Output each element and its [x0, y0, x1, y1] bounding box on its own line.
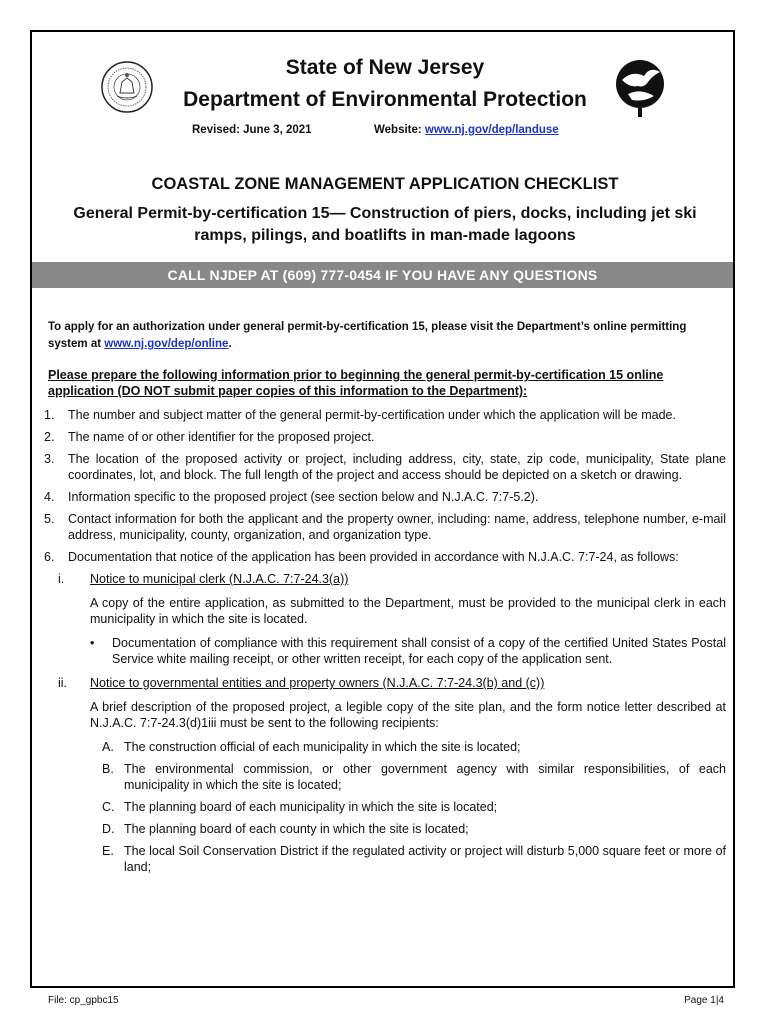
subsection-title: Notice to municipal clerk (N.J.A.C. 7:7-24.3(a))	[90, 572, 349, 586]
item-number: 4.	[44, 490, 55, 504]
list-item	[44, 549, 726, 565]
recipient-item	[44, 761, 726, 793]
subsection-title: Notice to governmental entities and property owners (N.J.A.C. 7:7-24.3(b) and (c))	[90, 676, 545, 690]
list-item	[44, 407, 726, 423]
subsection-paragraph: A copy of the entire application, as submitted to the Department, must be provided to the municipal clerk in each municipality in which the site is located.	[90, 596, 726, 626]
footer-file: File: cp_gpbc15	[48, 995, 119, 1006]
item-text: The name of or other identifier for the proposed project.	[68, 430, 375, 444]
footer-page: Page 1|4	[684, 995, 724, 1006]
item-text: Information specific to the proposed project (see section below and N.J.A.C. 7:7-5.2).	[68, 490, 539, 504]
revised-date: Revised: June 3, 2021	[192, 124, 312, 136]
item-text: Documentation that notice of the application has been provided in accordance with N.J.A.C. 7:7-24, as follows:	[68, 550, 679, 564]
item-number: 5.	[44, 512, 55, 526]
state-title: State of New Jersey	[285, 56, 485, 79]
recipient-text: The environmental commission, or other government agency with similar responsibilities, of each municipality in which the site is located;	[124, 762, 726, 792]
intro-text: To apply for an authorization under general permit-by-certification 15, please visit the Department’s online permitting system at	[48, 321, 687, 350]
subsection-heading	[44, 675, 726, 691]
recipient-text: The planning board of each municipality in which the site is located;	[124, 800, 498, 814]
website-link[interactable]: www.nj.gov/dep/landuse	[424, 124, 559, 136]
website-label: Website:	[374, 124, 425, 136]
list-item	[44, 511, 726, 543]
online-permitting-link[interactable]: www.nj.gov/dep/online	[104, 338, 229, 350]
list-item	[44, 429, 726, 445]
recipient-text: The construction official of each municipality in which the site is located;	[124, 740, 521, 754]
intro-end: .	[228, 338, 232, 350]
list-item	[44, 489, 726, 505]
prep-heading: Please prepare the following information prior to beginning the general permit-by-certification 15 online application (DO NOT submit paper copies of this information to the Department):	[48, 368, 664, 398]
bullet-icon: •	[90, 636, 95, 650]
item-number: 3.	[44, 452, 55, 466]
department-title: Department of Environmental Protection	[183, 88, 587, 111]
recipient-letter: D.	[102, 822, 115, 836]
recipient-item	[44, 843, 726, 875]
website-line	[374, 124, 559, 136]
bullet-item	[44, 635, 726, 667]
item-number: 6.	[44, 550, 55, 564]
recipient-letter: B.	[102, 762, 114, 776]
checklist-title: COASTAL ZONE MANAGEMENT APPLICATION CHECKLIST	[151, 175, 619, 193]
checklist-items	[44, 407, 726, 881]
recipient-text: The planning board of each county in which the site is located;	[124, 822, 469, 836]
subsection-paragraph: A brief description of the proposed project, a legible copy of the site plan, and the form notice letter described at N.J.A.C. 7:7-24.3(d)1iii must be sent to the following recipients:	[90, 700, 726, 730]
recipient-item	[44, 739, 726, 755]
item-text: The location of the proposed activity or project, including address, city, state, zip code, municipality, State plane coordinates, lot, and block. The full length of the project and access should be depicted on a sketch or drawing.	[68, 452, 726, 482]
subsection-heading	[44, 571, 726, 587]
item-number: 2.	[44, 430, 55, 444]
intro-paragraph	[48, 319, 728, 353]
subsection-number: ii.	[58, 676, 68, 690]
item-number: 1.	[44, 408, 55, 422]
item-text: Contact information for both the applicant and the property owner, including: name, address, telephone number, e-mail address, municipality, county, organization, and organization type.	[68, 512, 726, 542]
recipient-letter: A.	[102, 740, 114, 754]
item-text: The number and subject matter of the general permit-by-certification under which the application will be made.	[68, 408, 676, 422]
recipient-item	[44, 821, 726, 837]
checklist-subtitle: General Permit-by-certification 15— Construction of piers, docks, including jet ski ramps, pilings, and boatlifts in man-made lagoons	[73, 205, 697, 244]
recipient-letter: C.	[102, 800, 115, 814]
recipient-letter: E.	[102, 844, 114, 858]
recipient-item	[44, 799, 726, 815]
recipient-text: The local Soil Conservation District if the regulated activity or project will disturb 5,000 square feet or more of land;	[124, 844, 726, 874]
bullet-text: Documentation of compliance with this requirement shall consist of a copy of the certified United States Postal Service white mailing receipt, or other written receipt, for each copy of the application sent.	[112, 636, 726, 666]
list-item	[44, 451, 726, 483]
call-banner: CALL NJDEP AT (609) 777-0454 IF YOU HAVE ANY QUESTIONS	[32, 262, 733, 288]
subsection-number: i.	[58, 572, 65, 586]
